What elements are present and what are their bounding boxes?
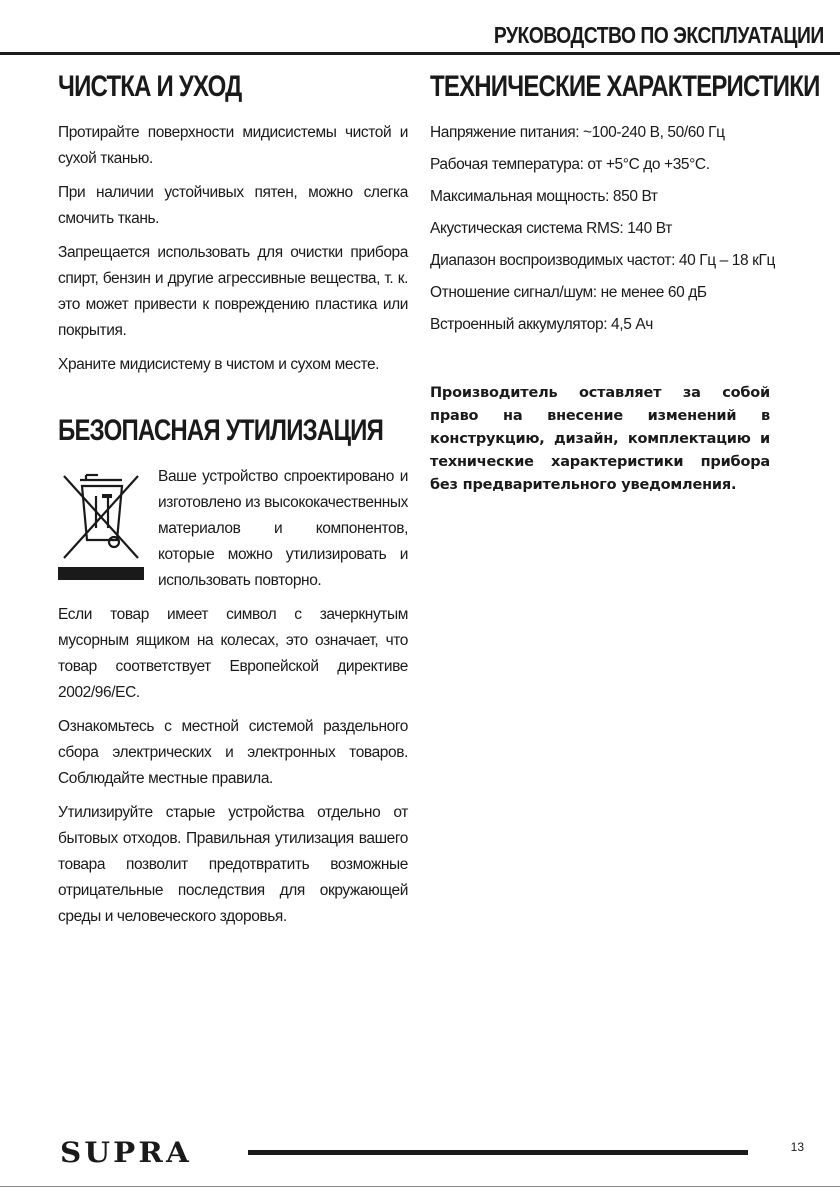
- disposal-heading: БЕЗОПАСНАЯ УТИЛИЗАЦИЯ: [58, 414, 384, 447]
- page-edge-line: [0, 1186, 840, 1187]
- disposal-intro: Ваше устройство спроектировано и изготовлено из высококачественных материалов и компонентов, которые можно утилизировать и использовать повторно.: [158, 468, 408, 589]
- specs-list: [430, 120, 775, 338]
- disposal-paragraph: Ознакомьтесь с местной системой раздельного сбора электрических и электронных товаров. Соблюдайте местные правила.: [58, 718, 408, 787]
- disposal-paragraph: Если товар имеет символ с зачеркнутым мусорным ящиком на колесах, это означает, что товар соответствует Европейской директиве 2002/96/EC.: [58, 606, 408, 701]
- specs-heading: ТЕХНИЧЕСКИЕ ХАРАКТЕРИСТИКИ: [430, 70, 820, 103]
- right-column: [430, 66, 820, 505]
- brand-logo: SUPRA: [60, 1136, 192, 1169]
- spec-item: Отношение сигнал/шум: не менее 60 дБ: [430, 284, 707, 301]
- disposal-paragraph: Утилизируйте старые устройства отдельно от бытовых отходов. Правильная утилизация вашего товара позволит предотвратить возможные отрицательные последствия для окружающей среды и человеческого здоровья.: [58, 804, 408, 925]
- left-column: [58, 66, 408, 938]
- cleaning-paragraph: Храните мидисистему в чистом и сухом месте.: [58, 356, 380, 373]
- cleaning-paragraph: При наличии устойчивых пятен, можно слегка смочить ткань.: [58, 184, 408, 227]
- spec-item: Максимальная мощность: 850 Вт: [430, 188, 658, 205]
- spec-item: Рабочая температура: от +5°С до +35°С.: [430, 156, 710, 173]
- crossed-out-wheelie-bin-icon: [58, 466, 144, 586]
- header-rule: [0, 52, 840, 55]
- manufacturer-disclaimer: Производитель оставляет за собой право на внесение изменений в конструкцию, дизайн, комплектацию и технические характеристики прибора без предварительного уведомления.: [430, 385, 770, 493]
- footer-rule: [248, 1150, 748, 1155]
- disposal-intro-row: [58, 464, 408, 602]
- cleaning-heading: ЧИСТКА И УХОД: [58, 70, 242, 103]
- spec-item: Встроенный аккумулятор: 4,5 Ач: [430, 316, 653, 333]
- spec-item: Диапазон воспроизводимых частот: 40 Гц – 18 кГц: [430, 252, 775, 269]
- spec-item: Акустическая система RMS: 140 Вт: [430, 220, 672, 237]
- page-header-title: РУКОВОДСТВО ПО ЭКСПЛУАТАЦИИ: [494, 22, 824, 48]
- cleaning-paragraph: Протирайте поверхности мидисистемы чистой и сухой тканью.: [58, 124, 408, 167]
- cleaning-paragraph: Запрещается использовать для очистки прибора спирт, бензин и другие агрессивные вещества, т. к. это может привести к повреждению пластика или покрытия.: [58, 244, 408, 339]
- page-number: 13: [790, 1140, 804, 1154]
- spec-item: Напряжение питания: ~100-240 В, 50/60 Гц: [430, 124, 725, 141]
